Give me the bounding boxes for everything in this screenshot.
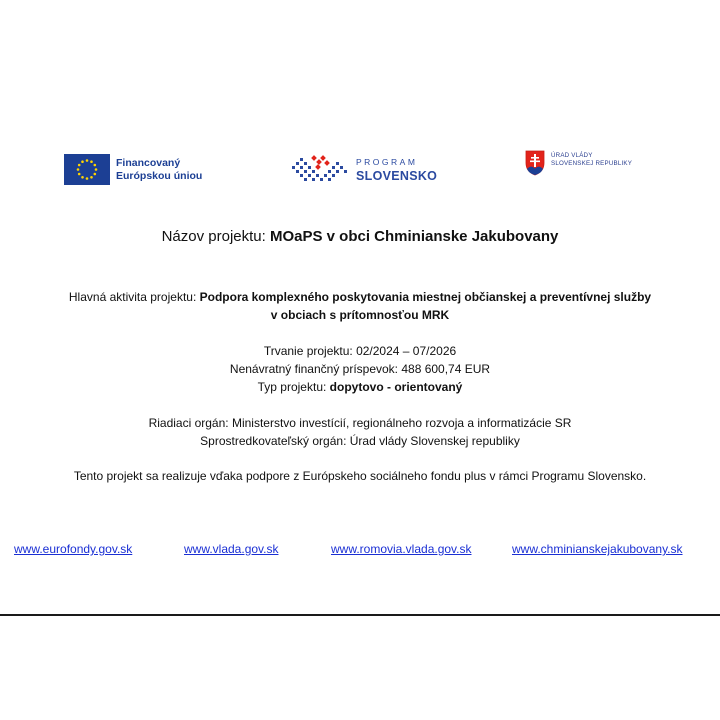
- eu-funded-logo: [64, 154, 202, 185]
- link-chminianskejakubovany[interactable]: www.chminianskejakubovany.sk: [512, 542, 683, 556]
- urad-vlady-logo: [525, 150, 632, 176]
- main-activity-value-line1: Podpora komplexného poskytovania miestnej občianskej a preventívnej služby: [199, 290, 652, 304]
- program-slovensko-emblem-icon: [290, 152, 352, 186]
- eu-text-line1: Financovaný: [116, 156, 181, 169]
- project-organs: [0, 414, 720, 450]
- links-row: [0, 542, 720, 562]
- link-vlada[interactable]: www.vlada.gov.sk: [184, 542, 279, 556]
- urad-text-line1: ÚRAD VLÁDY: [551, 152, 593, 159]
- urad-vlady-text: [551, 152, 632, 168]
- project-title: [0, 228, 720, 245]
- logo-strip: [0, 150, 720, 190]
- program-text-line2: SLOVENSKO: [356, 169, 438, 183]
- main-activity-value-line2: v obciach s prítomnosťou MRK: [270, 308, 450, 322]
- project-type-label: Typ projektu:: [257, 380, 330, 394]
- main-activity-line1: [0, 288, 720, 306]
- slovak-coat-of-arms-icon: [525, 150, 545, 176]
- funding-note: Tento projekt sa realizuje vďaka podpore z Európskeho sociálneho fondu plus v rámci Programu Slovensko.: [73, 469, 647, 483]
- main-activity-label: Hlavná aktivita projektu:: [68, 290, 200, 304]
- project-title-value: MOaPS v obci Chminianske Jakubovany: [269, 228, 559, 245]
- project-details: [0, 342, 720, 396]
- project-type: [0, 378, 720, 396]
- program-text-line1: PROGRAM: [356, 157, 418, 167]
- managing-authority: Riadiaci orgán: Ministerstvo investícií, regionálneho rozvoja a informatizácie SR: [148, 416, 572, 430]
- eu-funded-text: [116, 157, 202, 183]
- project-title-label: Názov projektu:: [161, 228, 270, 245]
- urad-text-line2: SLOVENSKEJ REPUBLIKY: [551, 160, 633, 167]
- project-grant: Nenávratný finančný príspevok: 488 600,74 EUR: [229, 362, 491, 376]
- main-activity: [0, 288, 720, 324]
- program-slovensko-logo: [290, 152, 437, 186]
- eu-text-line2: Európskou úniou: [116, 169, 203, 182]
- link-eurofondy[interactable]: www.eurofondy.gov.sk: [14, 542, 133, 556]
- program-slovensko-text: [356, 155, 437, 183]
- intermediate-body: Sprostredkovateľský orgán: Úrad vlády Slovenskej republiky: [200, 434, 520, 448]
- bottom-divider: [0, 614, 720, 616]
- project-duration: Trvanie projektu: 02/2024 – 07/2026: [263, 344, 457, 358]
- link-romovia[interactable]: www.romovia.vlada.gov.sk: [331, 542, 472, 556]
- project-type-value: dopytovo - orientovaný: [329, 380, 463, 394]
- main-activity-line2: [0, 306, 720, 324]
- eu-flag-icon: [64, 154, 110, 185]
